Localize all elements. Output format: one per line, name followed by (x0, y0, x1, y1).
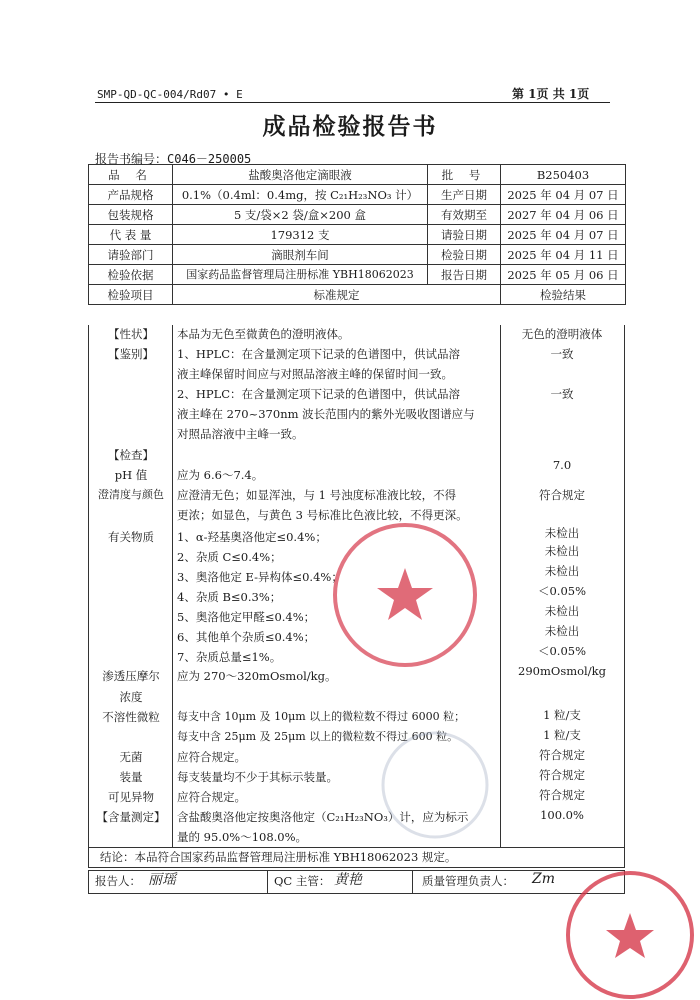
document-code: SMP-QD-QC-004/Rd07 • E (97, 88, 243, 101)
conclusion-text: 结论：本品符合国家药品监督管理局注册标准 YBH18062023 规定。 (100, 850, 457, 864)
appearance-item: 【性状】 (108, 327, 154, 341)
ident-result-2: 一致 (550, 387, 574, 401)
qc-label: QC 主管： (274, 874, 331, 888)
osmo-standard: 应为 270～320mOsmol/kg。 (177, 669, 337, 683)
assay-standard-line1: 含盐酸奥洛他定按奥洛他定（C₂₁H₂₃NO₃）计，应为标示 (177, 810, 469, 824)
faded-stamp (370, 730, 500, 840)
request-date: 2025 年 04 月 07 日 (501, 225, 626, 245)
ph-result: 7.0 (552, 458, 572, 472)
expiry-date: 2027 年 04 月 06 日 (501, 205, 626, 225)
signature-divider (412, 870, 413, 894)
related-result-7: ＜0.05% (537, 644, 587, 658)
assay-result: 100.0% (540, 808, 584, 822)
clarity-standard-line1: 应澄清无色；如显浑浊，与 1 号浊度标准液比较，不得 (177, 488, 457, 502)
report-date: 2025 年 05 月 06 日 (501, 265, 626, 285)
osmo-result: 290mOsmol/kg (518, 664, 606, 678)
related-result-5: 未检出 (544, 604, 580, 618)
related-standard-3: 3、奥洛他定 E-异构体≤0.4%； (177, 570, 343, 584)
sterile-item: 无菌 (119, 750, 143, 764)
related-standard-5: 5、奥洛他定甲醛≤0.4%； (177, 610, 316, 624)
related-standard-1: 1、α-羟基奥洛他定≤0.4%； (177, 530, 327, 544)
faded-stamp-ring (383, 733, 487, 837)
visible-standard: 应符合规定。 (177, 790, 246, 804)
dept-value: 滴眼剂车间 (173, 245, 428, 265)
basis-label: 检验依据 (89, 265, 173, 285)
pack-value: 5 支/袋×2 袋/盒×200 盒 (173, 205, 428, 225)
star-icon (377, 568, 433, 620)
report-date-label: 报告日期 (428, 265, 501, 285)
quantity-label: 代 表 量 (89, 225, 173, 245)
related-item: 有关物质 (108, 530, 154, 544)
qc-signature: 黄艳 (334, 872, 362, 888)
related-standard-6: 6、其他单个杂质≤0.4%； (177, 630, 316, 644)
assay-item: 【含量测定】 (96, 810, 166, 824)
osmo-item-line1: 渗透压摩尔 (102, 669, 160, 683)
qa-signature: Zm (532, 871, 556, 887)
batch-label: 批 号 (428, 165, 501, 185)
related-standard-2: 2、杂质 C≤0.4%； (177, 550, 282, 564)
quantity-value: 179312 支 (173, 225, 428, 245)
table-row (89, 185, 626, 205)
visible-item: 可见异物 (108, 790, 154, 804)
ident-result-1: 一致 (550, 347, 574, 361)
column-header-row (89, 285, 626, 305)
ident-standard-2-line1: 2、HPLC：在含量测定项下记录的色谱图中，供试品溶 (177, 387, 461, 401)
company-stamp (563, 868, 697, 1000)
fill-item: 装量 (119, 770, 143, 784)
reporter-label: 报告人： (95, 874, 141, 888)
header-rule (95, 102, 610, 103)
appearance-result: 无色的澄明液体 (521, 327, 603, 341)
column-divider (172, 325, 173, 847)
related-result-3: 未检出 (544, 564, 580, 578)
info-table (88, 164, 626, 305)
particle-item: 不溶性微粒 (102, 710, 160, 724)
sterile-result: 符合规定 (539, 748, 585, 762)
spec-label: 产品规格 (89, 185, 173, 205)
pack-label: 包装规格 (89, 205, 173, 225)
table-row (89, 165, 626, 185)
test-date: 2025 年 04 月 11 日 (501, 245, 626, 265)
quality-stamp (330, 520, 480, 670)
related-result-1: 未检出 (544, 526, 580, 540)
star-icon (606, 913, 654, 958)
col-result-header: 检验结果 (501, 285, 626, 305)
clarity-result: 符合规定 (539, 488, 585, 502)
request-date-label: 请验日期 (428, 225, 501, 245)
ident-standard-2-line3: 对照品溶液中主峰一致。 (177, 427, 304, 441)
particle-standard-1: 每支中含 10μm 及 10μm 以上的微粒数不得过 6000 粒； (177, 710, 466, 723)
ident-standard-1-line2: 液主峰保留时间应与对照品溶液主峰的保留时间一致。 (177, 367, 453, 381)
col-item-header: 检验项目 (89, 285, 173, 305)
sterile-standard: 应符合规定。 (177, 750, 246, 764)
osmo-item-line2: 浓度 (119, 690, 143, 704)
mfg-date-label: 生产日期 (428, 185, 501, 205)
qa-label: 质量管理负责人： (422, 874, 514, 888)
ident-standard-1-line1: 1、HPLC：在含量测定项下记录的色谱图中，供试品溶 (177, 347, 461, 361)
ph-standard: 应为 6.6～7.4。 (177, 468, 264, 482)
table-row (89, 245, 626, 265)
related-standard-7: 7、杂质总量≤1%。 (177, 650, 282, 664)
product-name: 盐酸奥洛他定滴眼液 (173, 165, 428, 185)
product-name-label: 品 名 (89, 165, 173, 185)
batch-number: B250403 (501, 165, 626, 185)
ident-item: 【鉴别】 (108, 347, 154, 361)
fill-standard: 每支装量均不少于其标示装量。 (177, 770, 338, 784)
appearance-standard: 本品为无色至微黄色的澄明液体。 (177, 327, 350, 341)
related-standard-4: 4、杂质 B≤0.3%； (177, 590, 282, 604)
col-standard-header: 标准规定 (173, 285, 501, 305)
ident-standard-2-line2: 液主峰在 270~370nm 波长范围内的紫外光吸收图谱应与 (177, 407, 475, 421)
related-result-4: ＜0.05% (537, 584, 587, 598)
ph-item: pH 值 (114, 468, 148, 482)
related-result-2: 未检出 (544, 544, 580, 558)
table-row (89, 225, 626, 245)
fill-result: 符合规定 (539, 768, 585, 782)
exam-item: 【检查】 (108, 448, 154, 462)
assay-standard-line2: 量的 95.0%～108.0%。 (177, 830, 308, 844)
clarity-item: 澄清度与颜色 (98, 488, 164, 501)
report-title: 成品检验报告书 (262, 113, 438, 140)
related-result-6: 未检出 (544, 624, 580, 638)
spec-value: 0.1%（0.4ml：0.4mg，按 C₂₁H₂₃NO₃ 计） (173, 185, 428, 205)
report-number-value: C046－250005 (167, 152, 252, 166)
mfg-date: 2025 年 04 月 07 日 (501, 185, 626, 205)
particle-result-2: 1 粒/支 (543, 728, 581, 742)
clarity-standard-line2: 更浓；如显色，与黄色 3 号标准比色液比较，不得更深。 (177, 508, 468, 522)
visible-result: 符合规定 (539, 788, 585, 802)
reporter-signature: 丽瑶 (148, 872, 176, 888)
signature-divider (267, 870, 268, 894)
expiry-label: 有效期至 (428, 205, 501, 225)
basis-value: 国家药品监督管理局注册标准 YBH18062023 (173, 265, 428, 285)
table-row (89, 205, 626, 225)
particle-result-1: 1 粒/支 (543, 708, 581, 722)
particle-standard-2: 每支中含 25μm 及 25μm 以上的微粒数不得过 600 粒。 (177, 730, 459, 743)
page-info: 第 1页 共 1页 (512, 87, 590, 101)
test-date-label: 检验日期 (428, 245, 501, 265)
dept-label: 请验部门 (89, 245, 173, 265)
report-number-label: 报告书编号： (95, 152, 168, 166)
table-row (89, 265, 626, 285)
